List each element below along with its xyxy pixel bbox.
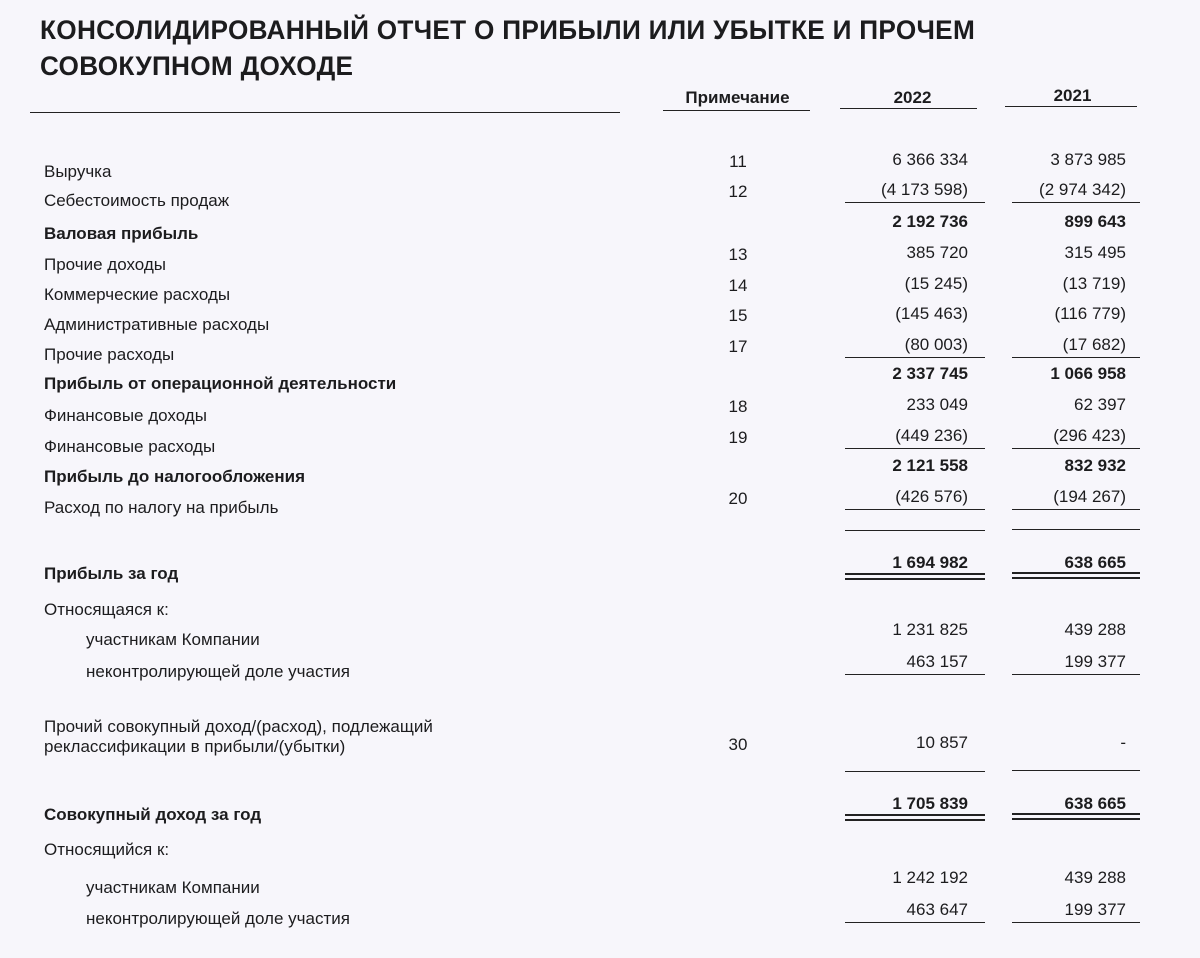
row-label: неконтролирующей доле участия xyxy=(86,662,350,681)
total-rule xyxy=(1012,922,1140,923)
value-2021: 638 665 xyxy=(1064,553,1126,572)
value-2022: (449 236) xyxy=(895,426,968,445)
value-2022: (80 003) xyxy=(904,335,968,354)
double-rule xyxy=(1012,572,1140,579)
row-note: 11 xyxy=(729,152,747,171)
header-2022: 2022 xyxy=(893,88,932,107)
row-note: 18 xyxy=(728,397,748,416)
row-label: неконтролирующей доле участия xyxy=(86,909,350,928)
header-note: Примечание xyxy=(685,88,790,107)
row-note: 12 xyxy=(728,182,748,201)
value-2021: 3 873 985 xyxy=(1050,150,1126,169)
value-2022: 463 157 xyxy=(906,652,968,671)
title-line-2: СОВОКУПНОМ ДОХОДЕ xyxy=(40,51,354,81)
double-rule xyxy=(1012,813,1140,820)
row-label: Совокупный доход за год xyxy=(44,805,262,824)
header-rule xyxy=(1005,106,1137,107)
value-2022: 1 242 192 xyxy=(892,868,968,887)
value-2022: 2 192 736 xyxy=(892,212,968,231)
row-label: Прочий совокупный доход/(расход), подлежащий xyxy=(44,717,433,736)
value-2021: (17 682) xyxy=(1062,335,1126,354)
total-rule xyxy=(845,771,985,772)
total-rule xyxy=(845,922,985,923)
total-rule xyxy=(1012,357,1140,358)
header-rule xyxy=(663,110,810,111)
value-2022: 2 337 745 xyxy=(892,364,968,383)
value-2021: (116 779) xyxy=(1054,304,1126,323)
value-2021: 899 643 xyxy=(1064,212,1126,231)
row-label: Относящийся к: xyxy=(44,840,170,859)
total-rule xyxy=(1012,202,1140,203)
value-2021: 62 397 xyxy=(1074,395,1126,414)
value-2022: 1 694 982 xyxy=(892,553,968,572)
value-2022: 1 705 839 xyxy=(892,794,968,813)
row-label: Административные расходы xyxy=(44,315,270,334)
row-note: 13 xyxy=(728,245,748,264)
row-label: Финансовые доходы xyxy=(44,406,207,425)
value-2022: (15 245) xyxy=(904,274,968,293)
row-note: 20 xyxy=(728,489,748,508)
row-label-cont: реклассификации в прибыли/(убытки) xyxy=(44,737,346,756)
row-label: Прибыль за год xyxy=(44,564,179,583)
total-rule xyxy=(1012,529,1140,530)
row-label: Себестоимость продаж xyxy=(44,191,230,210)
double-rule xyxy=(845,573,985,580)
value-2022: 1 231 825 xyxy=(892,620,968,639)
row-note: 19 xyxy=(728,428,748,447)
value-2021: - xyxy=(1120,733,1126,752)
row-note: 14 xyxy=(728,276,748,295)
total-rule xyxy=(845,357,985,358)
row-label: Прибыль от операционной деятельности xyxy=(44,374,397,393)
value-2021: 199 377 xyxy=(1064,900,1126,919)
value-2022: 463 647 xyxy=(906,900,968,919)
value-2022: 233 049 xyxy=(906,395,968,414)
value-2022: 385 720 xyxy=(906,243,968,262)
value-2021: 439 288 xyxy=(1064,868,1126,887)
row-label: Коммерческие расходы xyxy=(44,285,231,304)
value-2021: 638 665 xyxy=(1064,794,1126,813)
value-2021: (296 423) xyxy=(1053,426,1126,445)
title-line-1: КОНСОЛИДИРОВАННЫЙ ОТЧЕТ О ПРИБЫЛИ ИЛИ УБЫТКЕ И ПРОЧЕМ xyxy=(40,15,976,45)
row-label: Прочие доходы xyxy=(44,255,166,274)
row-label: Выручка xyxy=(44,162,112,181)
value-2022: 6 366 334 xyxy=(892,150,968,169)
row-note: 30 xyxy=(728,735,748,754)
row-label: участникам Компании xyxy=(86,878,260,897)
value-2022: (4 173 598) xyxy=(881,180,968,199)
value-2022: 10 857 xyxy=(916,733,968,752)
row-label: Относящаяся к: xyxy=(44,600,169,619)
header-rule xyxy=(840,108,977,109)
double-rule xyxy=(845,814,985,821)
row-note: 17 xyxy=(728,337,748,356)
total-rule xyxy=(1012,770,1140,771)
total-rule xyxy=(845,448,985,449)
total-rule xyxy=(1012,448,1140,449)
value-2021: (13 719) xyxy=(1062,274,1126,293)
page-title xyxy=(40,12,975,84)
value-2021: 1 066 958 xyxy=(1050,364,1126,383)
header-2021: 2021 xyxy=(1053,86,1092,105)
total-rule xyxy=(845,509,985,510)
total-rule xyxy=(1012,674,1140,675)
row-label: участникам Компании xyxy=(86,630,260,649)
total-rule xyxy=(845,674,985,675)
total-rule xyxy=(845,530,985,531)
row-label: Прибыль до налогообложения xyxy=(44,467,305,486)
divider xyxy=(30,112,620,113)
value-2021: 439 288 xyxy=(1064,620,1126,639)
value-2021: 832 932 xyxy=(1064,456,1126,475)
value-2022: (145 463) xyxy=(895,304,968,323)
total-rule xyxy=(845,202,985,203)
row-note: 15 xyxy=(728,306,748,325)
row-label: Прочие расходы xyxy=(44,345,175,364)
row-label: Валовая прибыль xyxy=(44,224,199,243)
value-2021: 315 495 xyxy=(1064,243,1126,262)
value-2021: (194 267) xyxy=(1053,487,1126,506)
value-2022: (426 576) xyxy=(895,487,968,506)
value-2022: 2 121 558 xyxy=(892,456,968,475)
value-2021: 199 377 xyxy=(1064,652,1126,671)
row-label: Расход по налогу на прибыль xyxy=(44,498,279,517)
total-rule xyxy=(1012,509,1140,510)
value-2021: (2 974 342) xyxy=(1039,180,1126,199)
row-label: Финансовые расходы xyxy=(44,437,216,456)
